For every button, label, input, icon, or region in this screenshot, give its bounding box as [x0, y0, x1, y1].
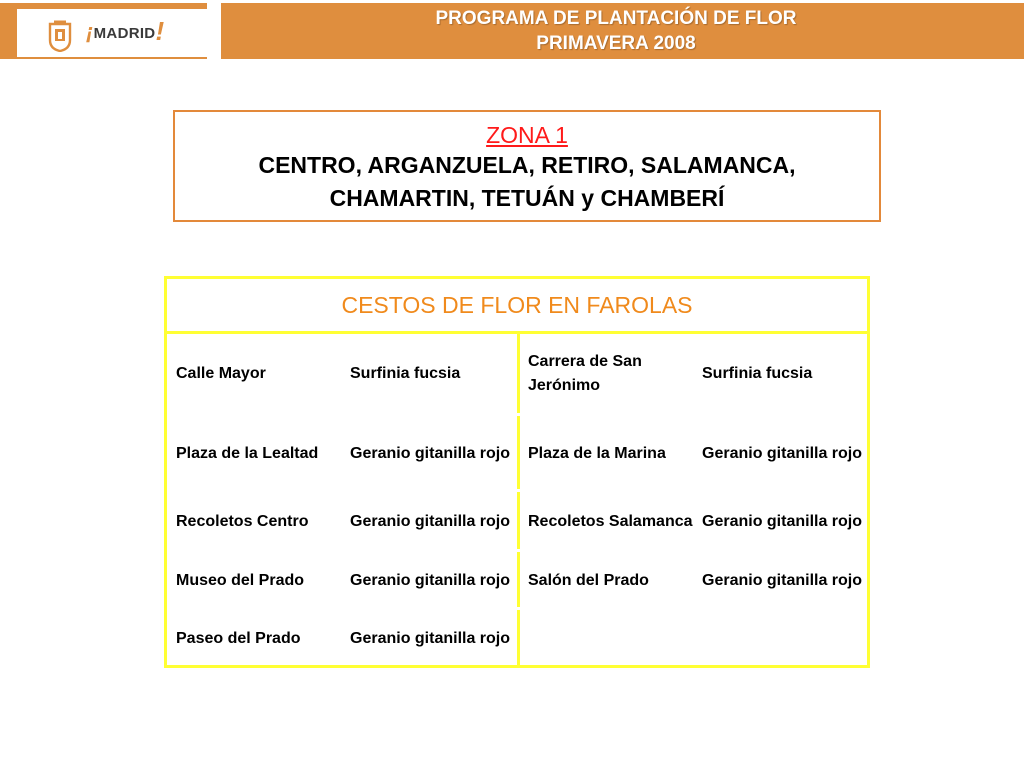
- flower-cell: Geranio gitanilla rojo: [702, 513, 863, 530]
- madrid-logo-text: ¡MADRID!: [86, 16, 165, 46]
- location-cell: Plaza de la Marina: [528, 445, 666, 462]
- flower-cell: Geranio gitanilla rojo: [350, 630, 511, 647]
- flower-cell: Geranio gitanilla rojo: [350, 572, 511, 589]
- page-title-line-2: PRIMAVERA 2008: [536, 33, 696, 54]
- table-heading: CESTOS DE FLOR EN FAROLAS: [167, 279, 867, 334]
- table-row: [167, 334, 867, 413]
- zone-box: [173, 110, 881, 222]
- location-cell: Salón del Prado: [528, 572, 649, 589]
- page-title-line-1: PROGRAMA DE PLANTACIÓN DE FLOR: [435, 8, 797, 29]
- zone-districts-line-1: CENTRO, ARGANZUELA, RETIRO, SALAMANCA,: [258, 152, 796, 178]
- flower-cell: [702, 610, 867, 668]
- location-cell: Recoletos Centro: [176, 513, 309, 530]
- location-cell: [528, 610, 693, 668]
- location-cell: Plaza de la Lealtad: [176, 445, 319, 462]
- table-row: [167, 413, 867, 492]
- location-cell: Carrera de San Jerónimo: [528, 352, 642, 394]
- table-row: [167, 607, 867, 668]
- table-row: [167, 549, 867, 610]
- madrid-coat-of-arms-icon: [48, 20, 72, 52]
- flower-cell: Surfinia fucsia: [350, 364, 461, 382]
- location-cell: Paseo del Prado: [176, 630, 301, 647]
- location-cell: Museo del Prado: [176, 572, 305, 589]
- flower-cell: Surfinia fucsia: [702, 364, 813, 382]
- flower-cell: Geranio gitanilla rojo: [350, 445, 511, 462]
- flower-cell: Geranio gitanilla rojo: [350, 513, 511, 530]
- logo-bar: [0, 3, 207, 59]
- location-cell: Recoletos Salamanca: [528, 513, 693, 530]
- page-title: [221, 6, 1011, 56]
- zone-title: ZONA 1: [486, 122, 568, 148]
- flower-cell: Geranio gitanilla rojo: [702, 445, 863, 462]
- flower-cell: Geranio gitanilla rojo: [702, 572, 863, 589]
- table-row: [167, 489, 867, 552]
- zone-districts: [175, 149, 879, 215]
- flower-baskets-table: [164, 276, 870, 668]
- zone-districts-line-2: CHAMARTIN, TETUÁN y CHAMBERÍ: [329, 185, 725, 211]
- location-cell: Calle Mayor: [176, 364, 266, 382]
